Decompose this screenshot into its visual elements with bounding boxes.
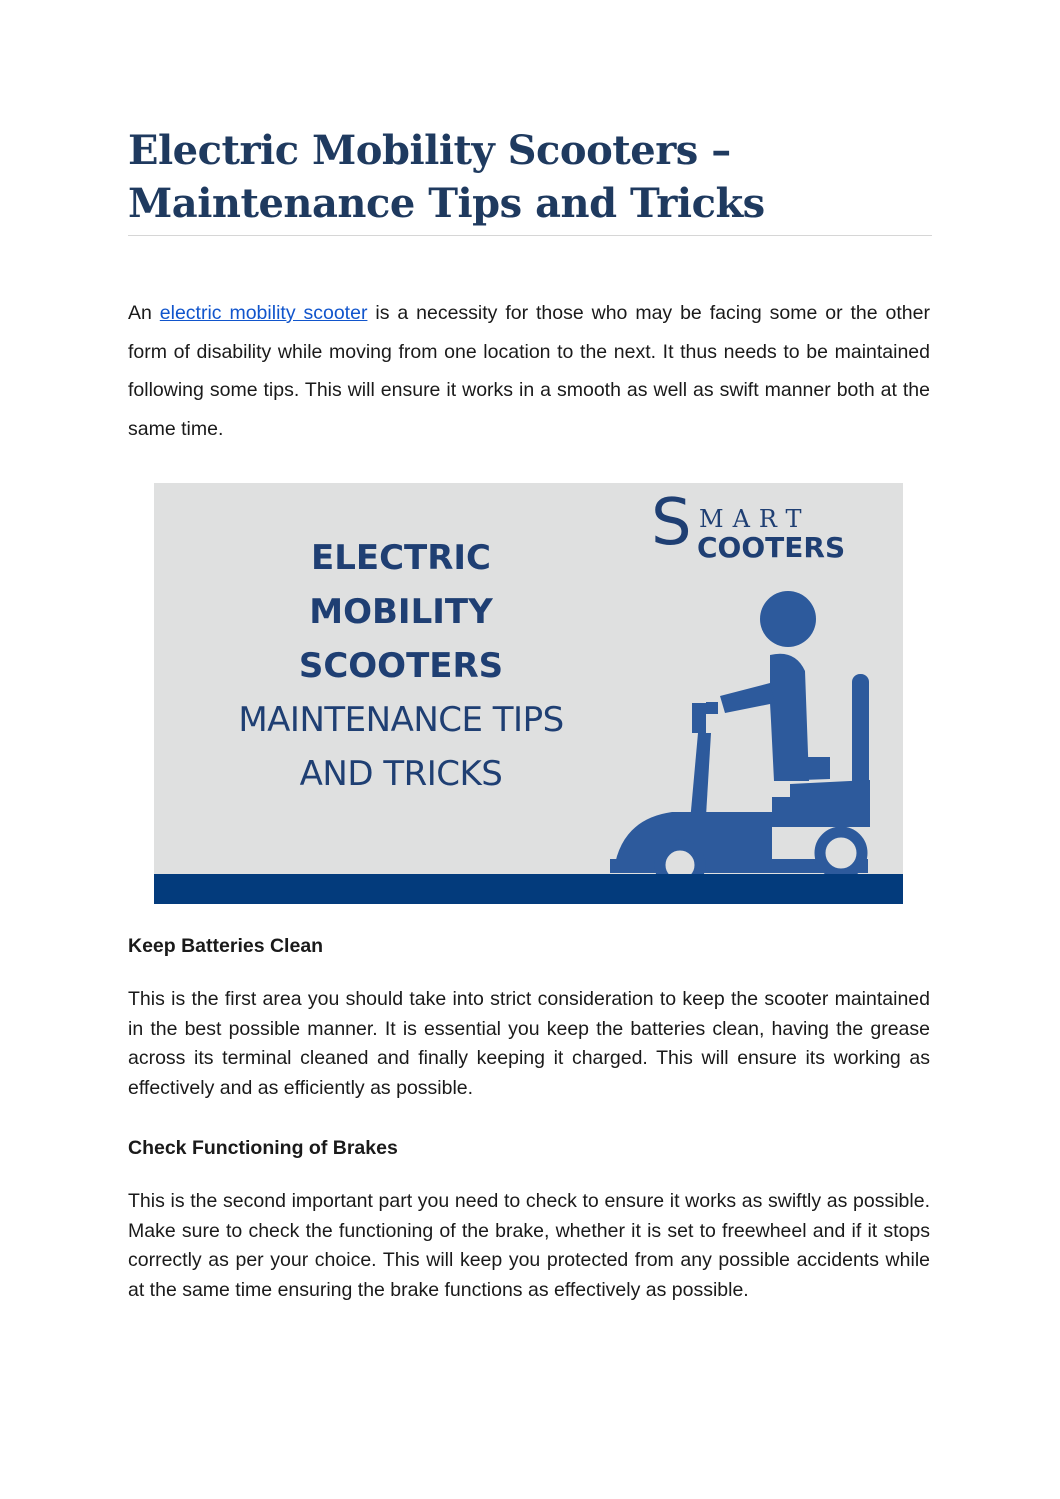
intro-suffix: is a necessity for those who may be facing some or the other form of disability while moving from one location to the next. It thus needs to be maintained following some tips. This will ensure it works in a smooth as well as swift manner both at the same time. (128, 302, 930, 440)
banner-line-and-tricks: AND TRICKS (299, 754, 503, 794)
banner-bottom-bar (154, 874, 903, 904)
banner-line-mobility: MOBILITY (309, 592, 493, 632)
section-body-brakes: This is the second important part you need to check to ensure it works as swiftly as possible. Make sure to check the functioning of the brake, whether it is set to freewheel and if it stops correctly as per your choice. This will keep you protected from any possible accidents while at the same time ensuring the brake functions as effectively as possible. (128, 1190, 930, 1301)
banner-line-electric: ELECTRIC (310, 538, 492, 578)
person-on-mobility-scooter-icon (594, 583, 884, 883)
intro-paragraph (128, 294, 930, 448)
intro-prefix: An (128, 302, 160, 324)
page-title: Electric Mobility Scooters – Maintenance Tips and Tricks (128, 127, 765, 227)
logo-word-cooters: COOTERS (697, 531, 846, 564)
section-body-batteries: This is the first area you should take into strict consideration to keep the scooter maintained in the best possible manner. It is essential you keep the batteries clean, having the grease across its terminal cleaned and finally keeping it charged. This will ensure its working as effectively and as efficiently as possible. (128, 988, 930, 1099)
banner-line-maintenance-tips: MAINTENANCE TIPS (238, 700, 564, 740)
logo-word-mart: MART (699, 505, 811, 533)
title-divider (128, 235, 932, 236)
section-heading-batteries: Keep Batteries Clean (128, 935, 324, 957)
article-banner-image (154, 483, 903, 904)
banner-line-scooters: SCOOTERS (298, 646, 504, 686)
electric-mobility-scooter-link[interactable]: electric mobility scooter (159, 302, 368, 324)
logo-letter-s: S (651, 486, 692, 560)
section-heading-brakes: Check Functioning of Brakes (128, 1137, 398, 1159)
